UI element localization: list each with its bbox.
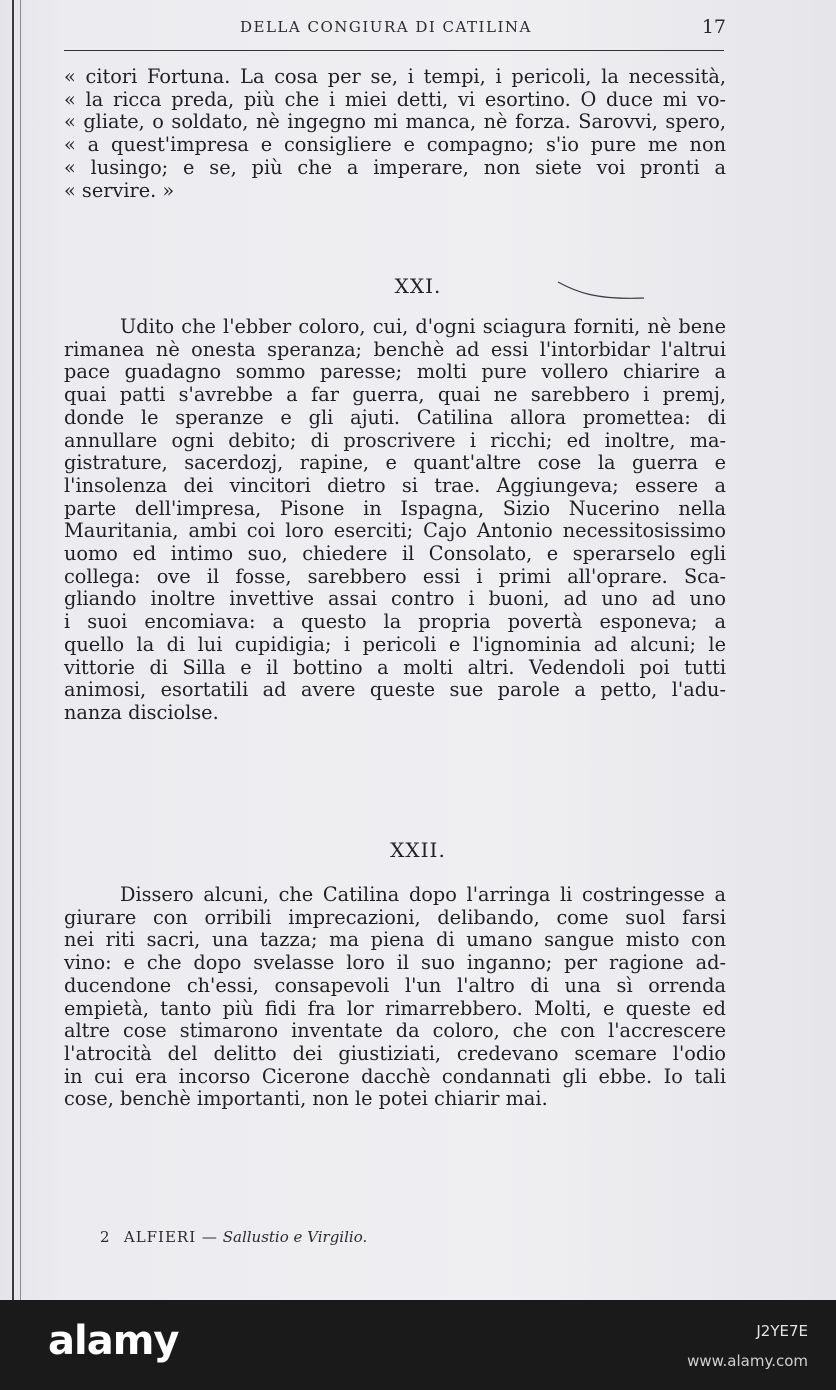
text-line: Dissero alcuni, che Catilina dopo l'arringa li costringesse a bbox=[120, 883, 726, 906]
text-line: i suoi encomiava: a questo la propria povertà esponeva; a bbox=[64, 610, 726, 634]
text-line: in cui era incorso Cicerone dacchè condannati gli ebbe. Io tali bbox=[64, 1064, 726, 1088]
watermark-logo: alamy bbox=[48, 1318, 179, 1364]
text-line: annullare ogni debito; di proscrivere i ricchi; ed inoltre, ma- bbox=[64, 428, 726, 452]
text-line: ducendone ch'essi, consapevoli l'un l'altro di una sì orrenda bbox=[64, 973, 726, 997]
chapter-xxi-text bbox=[64, 316, 726, 725]
page-gutter-line bbox=[20, 0, 21, 1300]
text-line: rimanea nè onesta speranza; benchè ad essi l'intorbidar l'altrui bbox=[64, 337, 726, 361]
text-line: pace guadagno sommo paresse; molti pure vollero chiarire a bbox=[64, 360, 726, 384]
text-line: « a quest'impresa e consigliere e compagno; s'io pure me non bbox=[64, 133, 726, 157]
text-line: cose, benchè importanti, non le potei chiarir mai. bbox=[64, 1087, 548, 1111]
text-line: uomo ed intimo suo, chiedere il Consolato, e sperarselo egli bbox=[64, 542, 726, 566]
text-line: gistrature, sacerdozj, rapine, e quant'altre cose la guerra e bbox=[64, 451, 726, 475]
watermark-image-id: J2YE7E bbox=[756, 1322, 808, 1340]
pen-stroke-mark bbox=[556, 276, 646, 306]
page-number: 17 bbox=[701, 16, 726, 38]
text-line: « la ricca preda, più che i miei detti, vi esortino. O duce mi vo- bbox=[64, 87, 726, 111]
text-line: « lusingo; e se, più che a imperare, non siete voi pronti a bbox=[64, 155, 726, 179]
text-line: Udito che l'ebber coloro, cui, d'ogni sciagura forniti, nè bene bbox=[120, 315, 726, 338]
chapter-xxii-text bbox=[64, 884, 726, 1111]
text-line: « gliate, o soldato, nè ingegno mi manca, nè forza. Sarovvi, spero, bbox=[64, 110, 726, 134]
text-line: Mauritania, ambi coi loro eserciti; Cajo Antonio necessitosissimo bbox=[64, 519, 726, 543]
running-head: DELLA CONGIURA DI CATILINA bbox=[240, 18, 532, 36]
watermark-url: www.alamy.com bbox=[687, 1352, 808, 1370]
footer-work-title: Sallustio e Virgilio. bbox=[222, 1228, 368, 1246]
text-line: vino: e che dopo svelasse loro il suo inganno; per ragione ad- bbox=[64, 951, 726, 975]
text-line: parte dell'impresa, Pisone in Ispagna, Sizio Nucerino nella bbox=[64, 496, 726, 520]
footer-author: ALFIERI — bbox=[123, 1228, 218, 1246]
text-line: nanza disciolse. bbox=[64, 700, 219, 724]
text-line: « citori Fortuna. La cosa per se, i tempi, i pericoli, la necessità, bbox=[64, 65, 726, 88]
text-line: gliando inoltre invettive assai contro i buoni, ad uno ad uno bbox=[64, 587, 726, 611]
text-line: animosi, esortatili ad avere queste sue parole a petto, l'adu- bbox=[64, 678, 726, 702]
page-gutter-shadow bbox=[12, 0, 14, 1300]
text-line: l'atrocità del delitto dei giustiziati, credevano scemare l'odio bbox=[64, 1041, 726, 1065]
signature-footer bbox=[100, 1228, 367, 1246]
header-rule bbox=[64, 50, 724, 51]
text-line: altre cose stimarono inventate da coloro, che con l'accrescere bbox=[64, 1019, 726, 1043]
text-line: « servire. » bbox=[64, 178, 175, 202]
chapter-heading-xxii: XXII. bbox=[390, 838, 446, 862]
chapter-heading-xxi: XXI. bbox=[394, 274, 442, 298]
text-line: quello la di lui cupidigia; i pericoli e l'ignominia ad alcuni; le bbox=[64, 632, 726, 656]
text-line: quai patti s'avrebbe a far guerra, quai ne sarebbero i premj, bbox=[64, 383, 726, 407]
signature-mark: 2 bbox=[100, 1228, 110, 1246]
speech-continuation bbox=[64, 66, 726, 202]
text-line: l'insolenza dei vincitori dietro si trae. Aggiungeva; essere a bbox=[64, 473, 726, 497]
text-line: nei riti sacri, una tazza; ma piena di umano sangue misto con bbox=[64, 928, 726, 952]
text-line: empietà, tanto più fidi fra lor rimarrebbero. Molti, e queste ed bbox=[64, 996, 726, 1020]
text-line: vittorie di Silla e il bottino a molti altri. Vedendoli poi tutti bbox=[64, 655, 726, 679]
text-line: collega: ove il fosse, sarebbero essi i primi all'oprare. Sca- bbox=[64, 564, 726, 588]
text-line: giurare con orribili imprecazioni, delibando, come suol farsi bbox=[64, 905, 726, 929]
text-line: donde le speranze e gli ajuti. Catilina allora promettea: di bbox=[64, 405, 726, 429]
